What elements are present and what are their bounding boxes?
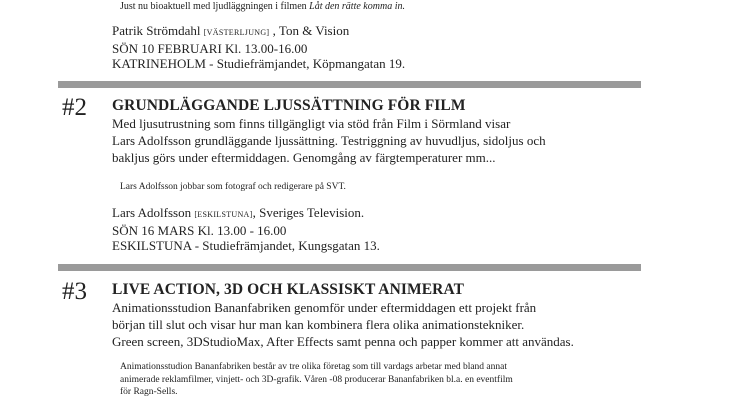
section-title: GRUNDLÄGGANDE LJUSSÄTTNING FÖR FILM	[112, 97, 466, 114]
intro-speaker-region: [VÄSTERLJUNG]	[203, 28, 270, 37]
description-line: Animationsstudion Bananfabriken genomför under eftermiddagen ett projekt från	[112, 300, 537, 315]
section-number: #2	[62, 94, 87, 121]
section-note	[120, 361, 513, 399]
section-place: ESKILSTUNA - Studiefrämjandet, Kungsgatan 13.	[112, 238, 380, 253]
intro-note-film-title: Låt den rätte komma in.	[309, 1, 405, 12]
description-line: Lars Adolfsson grundläggande ljussättning. Testriggning av huvudljus, sidoljus och	[112, 133, 546, 148]
note-line: Animationsstudion Bananfabriken består av tre olika företag som till vardags arbetar med bland annat	[120, 362, 508, 372]
intro-speaker-name: Patrik Strömdahl	[112, 23, 204, 38]
intro-speaker	[112, 23, 405, 41]
section-date: SÖN 16 MARS Kl. 13.00 - 16.00	[112, 222, 287, 238]
description-line: Green screen, 3DStudioMax, After Effects samt penna och papper kommer att användas.	[112, 334, 574, 349]
section-description	[112, 115, 546, 166]
note-line: för Ragn-Sells.	[120, 387, 178, 397]
description-line: bakljus görs under eftermiddagen. Genomgång av färgtemperaturer mm...	[112, 150, 496, 165]
intro-note-text: Just nu bioaktuell med ljudläggningen i filmen	[120, 1, 310, 12]
intro-date: SÖN 10 FEBRUARI Kl. 13.00-16.00	[112, 40, 308, 56]
note-line: Lars Adolfsson jobbar som fotograf och redigerare på SVT.	[120, 182, 346, 192]
section-speaker	[112, 205, 380, 223]
section-speaker-region: [ESKILSTUNA]	[194, 210, 253, 219]
section-speaker-block	[112, 205, 380, 254]
section-title: LIVE ACTION, 3D OCH KLASSISKT ANIMERAT	[112, 281, 465, 298]
intro-speaker-org: , Ton & Vision	[269, 23, 350, 38]
section-number: #3	[62, 278, 87, 305]
note-line: animerade reklamfilmer, vinjett- och 3D-grafik. Våren -08 producerar Bananfabriken bl.a. en eventfilm	[120, 374, 513, 385]
intro-speaker-block	[112, 23, 405, 72]
intro-place: KATRINEHOLM - Studiefrämjandet, Köpmangatan 19.	[112, 56, 406, 71]
section-speaker-org: , Sveriges Television.	[252, 205, 365, 220]
intro-note	[120, 1, 405, 13]
section-note	[120, 181, 346, 194]
description-line: Med ljusutrustning som finns tillgängligt via stöd från Film i Sörmland visar	[112, 116, 511, 131]
section-speaker-name: Lars Adolfsson	[112, 205, 195, 220]
section-description	[112, 299, 574, 350]
section-divider	[58, 81, 641, 88]
description-line: början till slut och visar hur man kan kombinera flera olika animationstekniker.	[112, 317, 525, 332]
section-divider	[58, 264, 641, 271]
